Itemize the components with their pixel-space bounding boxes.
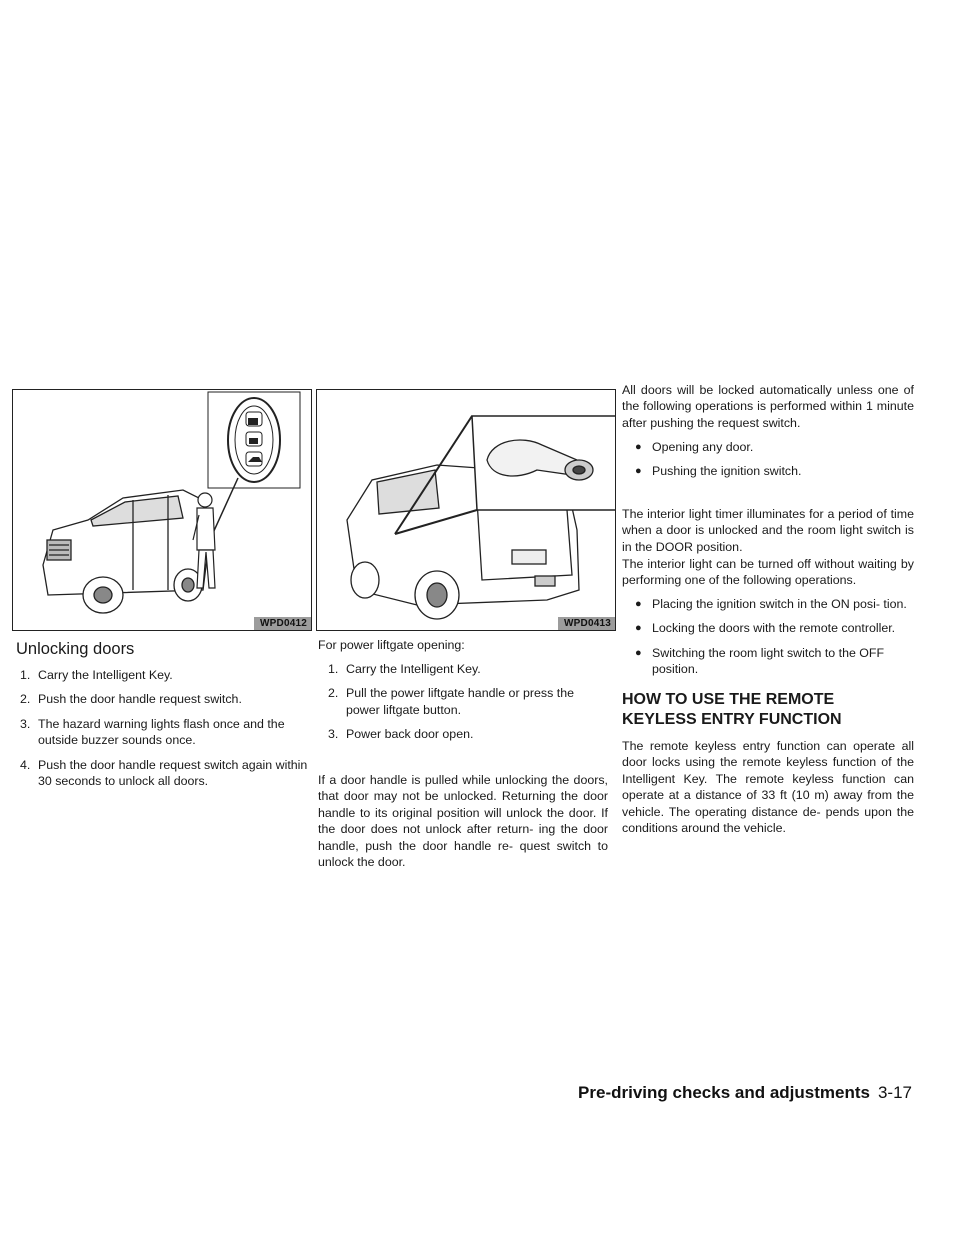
auto-lock-paragraph: All doors will be locked automatically unless one of the following operations is performed within 1 minute after pushing the request switch. (622, 383, 914, 430)
figure-unlocking-doors (12, 389, 312, 631)
list-item (8, 716, 310, 749)
figure-code: WPD0413 (558, 617, 615, 630)
door-handle-paragraph: If a door handle is pulled while unlocking the doors, that door may not be unlocked. Returning the door handle to its original position will unlock the door. If the door does not unlock after return- ing the door handle, push the door handle re- quest switch to unlock the door. (318, 773, 608, 870)
auto-lock-bullets (622, 439, 914, 488)
step-number: 2. (328, 686, 339, 701)
interior-light-timer-paragraph: The interior light timer illuminates for a period of time when a door is unlocked and the room light switch is in the DOOR position. (622, 507, 914, 554)
list-item (622, 463, 914, 479)
unlocking-steps-list (8, 667, 310, 797)
remote-keyless-paragraph: The remote keyless entry function can operate all door locks using the remote keyless function of the Intelligent Key. The remote keyless function can operate at a distance of 33 ft (10 m) away from the vehicle. The operating distance de- pends upon the conditions around the vehicle. (622, 739, 914, 836)
section-heading: Unlocking doors (16, 640, 135, 658)
list-item (622, 620, 914, 636)
page-number: 3-17 (877, 1083, 912, 1102)
bullet-icon: ● (635, 441, 642, 453)
step-number: 3. (328, 727, 339, 742)
step-number: 2. (20, 692, 31, 707)
step-text: Carry the Intelligent Key. (346, 662, 481, 676)
key-fob-icon (228, 398, 280, 482)
list-item (622, 439, 914, 455)
list-item (8, 667, 310, 683)
figure-liftgate (316, 389, 616, 631)
list-item (8, 757, 310, 790)
bullet-text: Placing the ignition switch in the ON posi- tion. (652, 597, 907, 611)
list-item (316, 685, 611, 718)
list-item (622, 645, 914, 678)
list-item (316, 726, 611, 742)
heading-line-1: HOW TO USE THE REMOTE (622, 691, 835, 708)
step-text: The hazard warning lights flash once and the outside buzzer sounds once. (38, 716, 285, 748)
step-number: 4. (20, 757, 31, 772)
liftgate-steps-list (316, 661, 611, 751)
step-text: Power back door open. (346, 727, 474, 742)
interior-light-bullets (622, 596, 914, 686)
step-number: 1. (20, 668, 31, 682)
heading-line-2: KEYLESS ENTRY FUNCTION (622, 711, 842, 728)
bullet-icon: ● (635, 646, 642, 659)
step-text: Pull the power liftgate handle or press the power liftgate button. (346, 686, 574, 717)
bullet-icon: ● (635, 622, 642, 635)
step-number: 3. (20, 716, 31, 731)
figure-code: WPD0412 (254, 617, 311, 630)
liftgate-illustration (317, 390, 616, 631)
step-text: Carry the Intelligent Key. (38, 668, 173, 682)
step-text: Push the door handle request switch again within 30 seconds to unlock all doors. (38, 757, 308, 789)
footer-section-title: Pre-driving checks and adjustments (578, 1083, 870, 1102)
step-number: 1. (328, 662, 339, 676)
bullet-icon: ● (635, 465, 642, 478)
bullet-text: Locking the doors with the remote controller. (652, 621, 896, 636)
list-item (316, 661, 611, 677)
suv-with-key-illustration (13, 390, 312, 631)
step-text: Push the door handle request switch. (38, 692, 242, 707)
interior-light-off-paragraph: The interior light can be turned off without waiting by performing one of the following operations. (622, 557, 914, 588)
bullet-text: Switching the room light switch to the OFF position. (652, 645, 885, 677)
remote-keyless-heading (622, 690, 842, 730)
liftgate-intro: For power liftgate opening: (318, 638, 465, 652)
suv-icon (43, 490, 208, 613)
list-item (8, 691, 310, 707)
page-footer (578, 1083, 912, 1103)
bullet-text: Opening any door. (652, 440, 754, 454)
bullet-text: Pushing the ignition switch. (652, 464, 802, 479)
list-item (622, 596, 914, 612)
bullet-icon: ● (635, 598, 642, 610)
